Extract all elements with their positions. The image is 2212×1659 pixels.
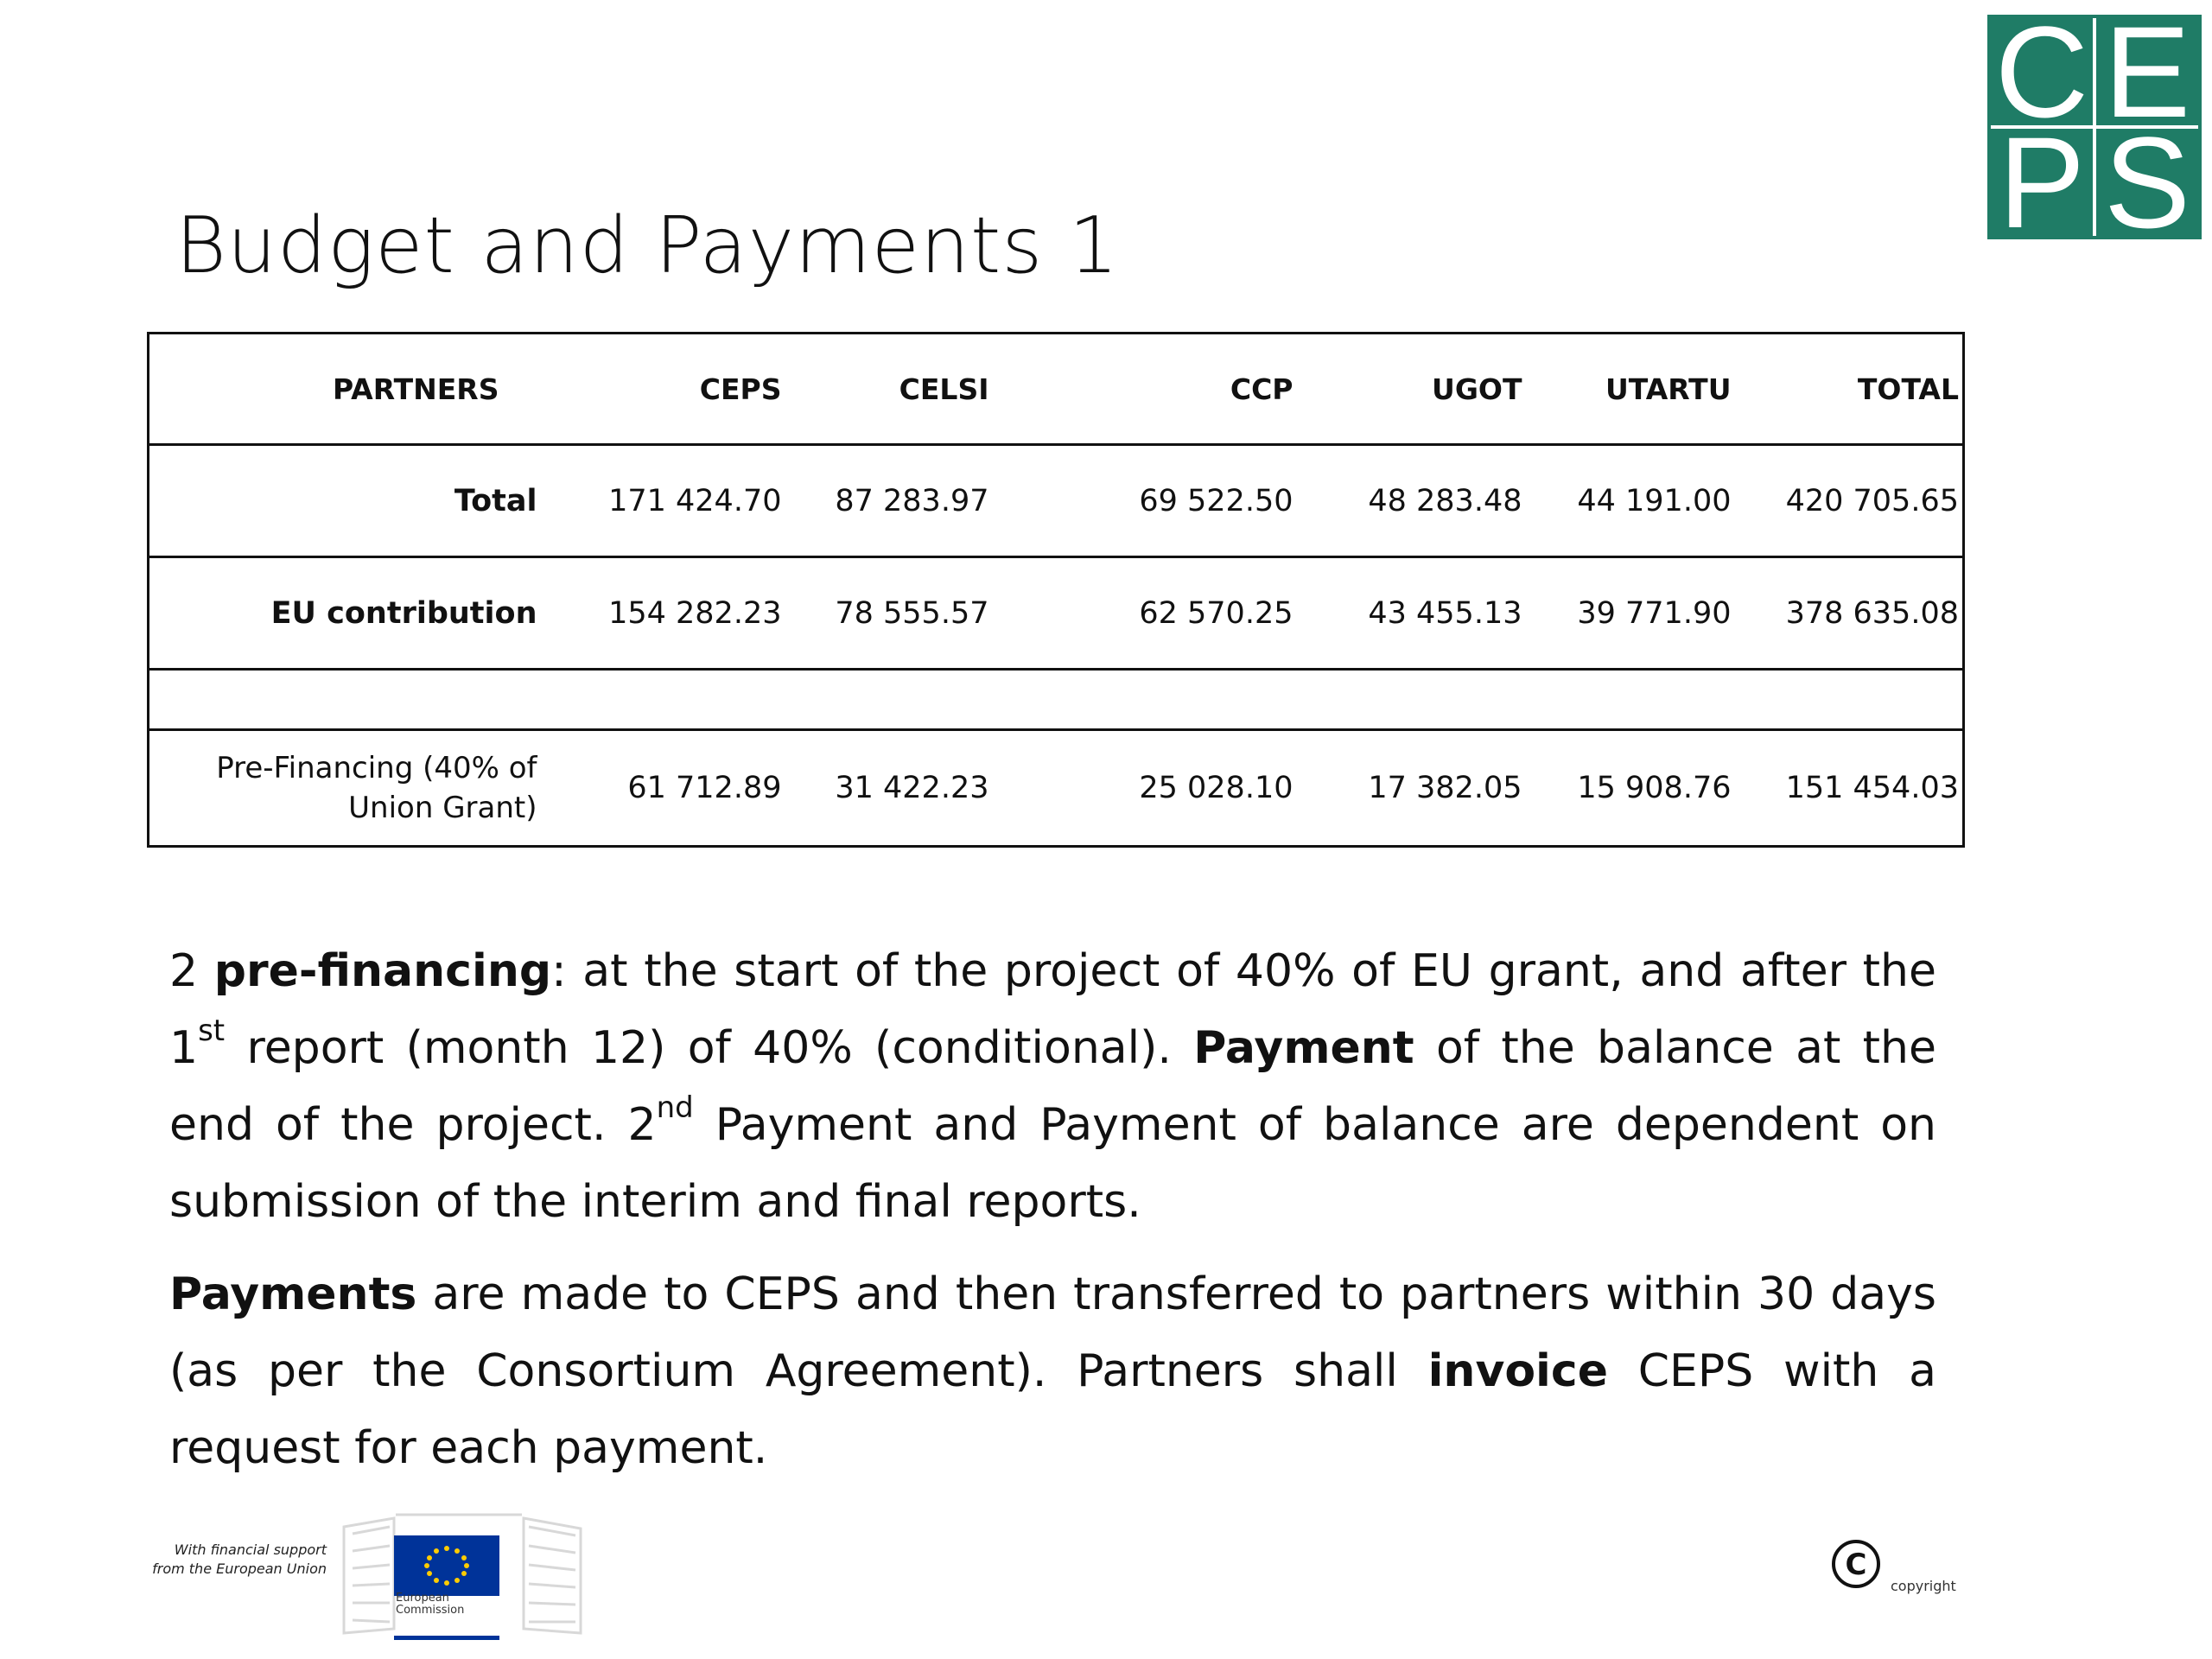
- table-row: [149, 730, 1964, 847]
- support-line: With financial support: [174, 1541, 327, 1558]
- column-header: CELSI: [785, 334, 993, 445]
- table-cell: [993, 670, 1297, 730]
- european-commission-label: [396, 1592, 491, 1617]
- logo-letter: C: [1991, 18, 2093, 125]
- svg-text:C: C: [1845, 1548, 1867, 1582]
- logo-letter: S: [2096, 129, 2198, 236]
- table-row: [149, 557, 1964, 670]
- ec-label-line: European: [396, 1592, 449, 1605]
- table-cell: 87 283.97: [785, 445, 993, 557]
- table-header-row: [149, 334, 1964, 445]
- table-cell: 420 705.65: [1735, 445, 1964, 557]
- bold-term: Payments: [169, 1268, 417, 1320]
- text-run: of the balance at the end of the project. 2: [169, 1022, 1937, 1151]
- text-run: Payment and Payment of balance are dependent on submission of the interim and final reports.: [169, 1099, 1936, 1228]
- ec-label-line: Commission: [396, 1604, 465, 1617]
- text-run: : at the start of the project of 40% of EU grant, and after the 1: [169, 945, 1936, 1074]
- text-run: are made to CEPS and then transferred to partners within 30 days (as per the Consortium Agreement). Partners shall: [169, 1268, 1936, 1397]
- table-cell: 44 191.00: [1526, 445, 1735, 557]
- table-cell: 43 455.13: [1297, 557, 1526, 670]
- copyright-icon: [1830, 1538, 1882, 1590]
- table-cell: 61 712.89: [541, 730, 785, 847]
- row-label: EU contribution: [149, 557, 541, 670]
- text-run: CEPS with a request for each payment.: [169, 1345, 1936, 1474]
- copyright-label: copyright: [1891, 1578, 1956, 1594]
- bold-term: Payment: [1193, 1022, 1414, 1074]
- bold-term: invoice: [1427, 1345, 1608, 1397]
- table-cell: [1735, 670, 1964, 730]
- table-cell: 154 282.23: [541, 557, 785, 670]
- bold-term: pre-financing: [213, 945, 552, 997]
- table-cell: 17 382.05: [1297, 730, 1526, 847]
- table-row: [149, 445, 1964, 557]
- text-run: 2: [169, 945, 214, 997]
- table-cell: 151 454.03: [1735, 730, 1964, 847]
- slide-title: Budget and Payments 1: [175, 200, 1120, 291]
- table-cell: 62 570.25: [993, 557, 1297, 670]
- logo-letter: P: [1991, 129, 2093, 236]
- table-cell: 171 424.70: [541, 445, 785, 557]
- table-cell: [1297, 670, 1526, 730]
- support-line: from the European Union: [152, 1560, 327, 1577]
- logo-letter: E: [2096, 18, 2198, 125]
- row-label: Total: [149, 445, 541, 557]
- superscript: nd: [656, 1090, 694, 1125]
- table-cell: 25 028.10: [993, 730, 1297, 847]
- financial-support-note: [145, 1541, 327, 1579]
- row-label: Pre-Financing (40% of Union Grant): [149, 730, 541, 847]
- table-cell: 39 771.90: [1526, 557, 1735, 670]
- table-cell: 378 635.08: [1735, 557, 1964, 670]
- table-cell: 48 283.48: [1297, 445, 1526, 557]
- table-cell: 69 522.50: [993, 445, 1297, 557]
- superscript: st: [198, 1014, 226, 1048]
- text-run: report (month 12) of 40% (conditional).: [225, 1022, 1194, 1074]
- column-header: TOTAL: [1735, 334, 1964, 445]
- column-header: CEPS: [541, 334, 785, 445]
- column-header: PARTNERS: [149, 334, 541, 445]
- prefinancing-paragraph: [169, 933, 1936, 1241]
- payments-paragraph: [169, 1256, 1936, 1487]
- table-cell: [1526, 670, 1735, 730]
- table-cell: 15 908.76: [1526, 730, 1735, 847]
- budget-table: [147, 332, 1965, 848]
- ceps-logo: [1987, 15, 2202, 239]
- column-header: CCP: [993, 334, 1297, 445]
- table-cell: [785, 670, 993, 730]
- table-cell: 78 555.57: [785, 557, 993, 670]
- table-cell: [541, 670, 785, 730]
- european-commission-logo-icon: [342, 1499, 582, 1646]
- column-header: UTARTU: [1526, 334, 1735, 445]
- table-row-empty: [149, 670, 1964, 730]
- table-cell: [149, 670, 541, 730]
- column-header: UGOT: [1297, 334, 1526, 445]
- table-cell: 31 422.23: [785, 730, 993, 847]
